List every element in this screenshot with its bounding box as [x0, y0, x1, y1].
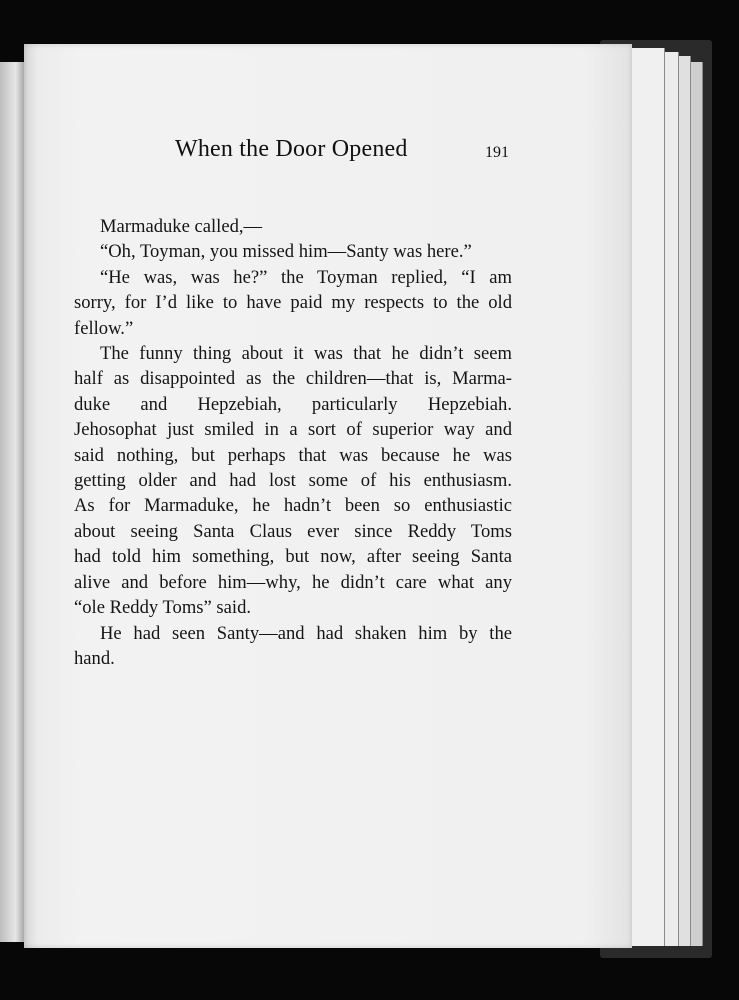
- facing-page-edge: [0, 62, 26, 942]
- text-line: said nothing, but perhaps that was because he was: [74, 444, 512, 466]
- book-page: [24, 44, 632, 948]
- text-line: about seeing Santa Claus ever since Reddy Toms: [74, 520, 512, 542]
- text-line: “He was, was he?” the Toyman replied, “I am: [100, 266, 512, 288]
- body-text: [74, 214, 512, 671]
- text-line: half as disappointed as the children—that is, Marma-: [74, 368, 512, 390]
- text-line: “ole Reddy Toms” said.: [74, 597, 252, 619]
- text-line: fellow.”: [74, 317, 134, 339]
- text-line: He had seen Santy—and had shaken him by the: [100, 622, 512, 644]
- running-title: When the Door Opened: [175, 136, 408, 162]
- page-number: 191: [485, 144, 509, 161]
- text-line: duke and Hepzebiah, particularly Hepzebiah.: [74, 393, 512, 415]
- text-line: alive and before him—why, he didn’t care what any: [74, 571, 512, 593]
- text-line: sorry, for I’d like to have paid my respects to the old: [74, 292, 512, 314]
- text-line: hand.: [74, 647, 115, 669]
- text-line: getting older and had lost some of his enthusiasm.: [74, 470, 512, 492]
- page-header: [49, 134, 509, 174]
- text-line: The funny thing about it was that he didn’t seem: [100, 343, 512, 365]
- text-line: Marmaduke called,—: [100, 216, 263, 237]
- text-line: had told him something, but now, after seeing Santa: [74, 546, 512, 568]
- text-line: “Oh, Toyman, you missed him—Santy was here.”: [100, 241, 472, 263]
- text-line: Jehosophat just smiled in a sort of superior way and: [74, 419, 512, 441]
- text-line: As for Marmaduke, he hadn’t been so enthusiastic: [74, 495, 512, 517]
